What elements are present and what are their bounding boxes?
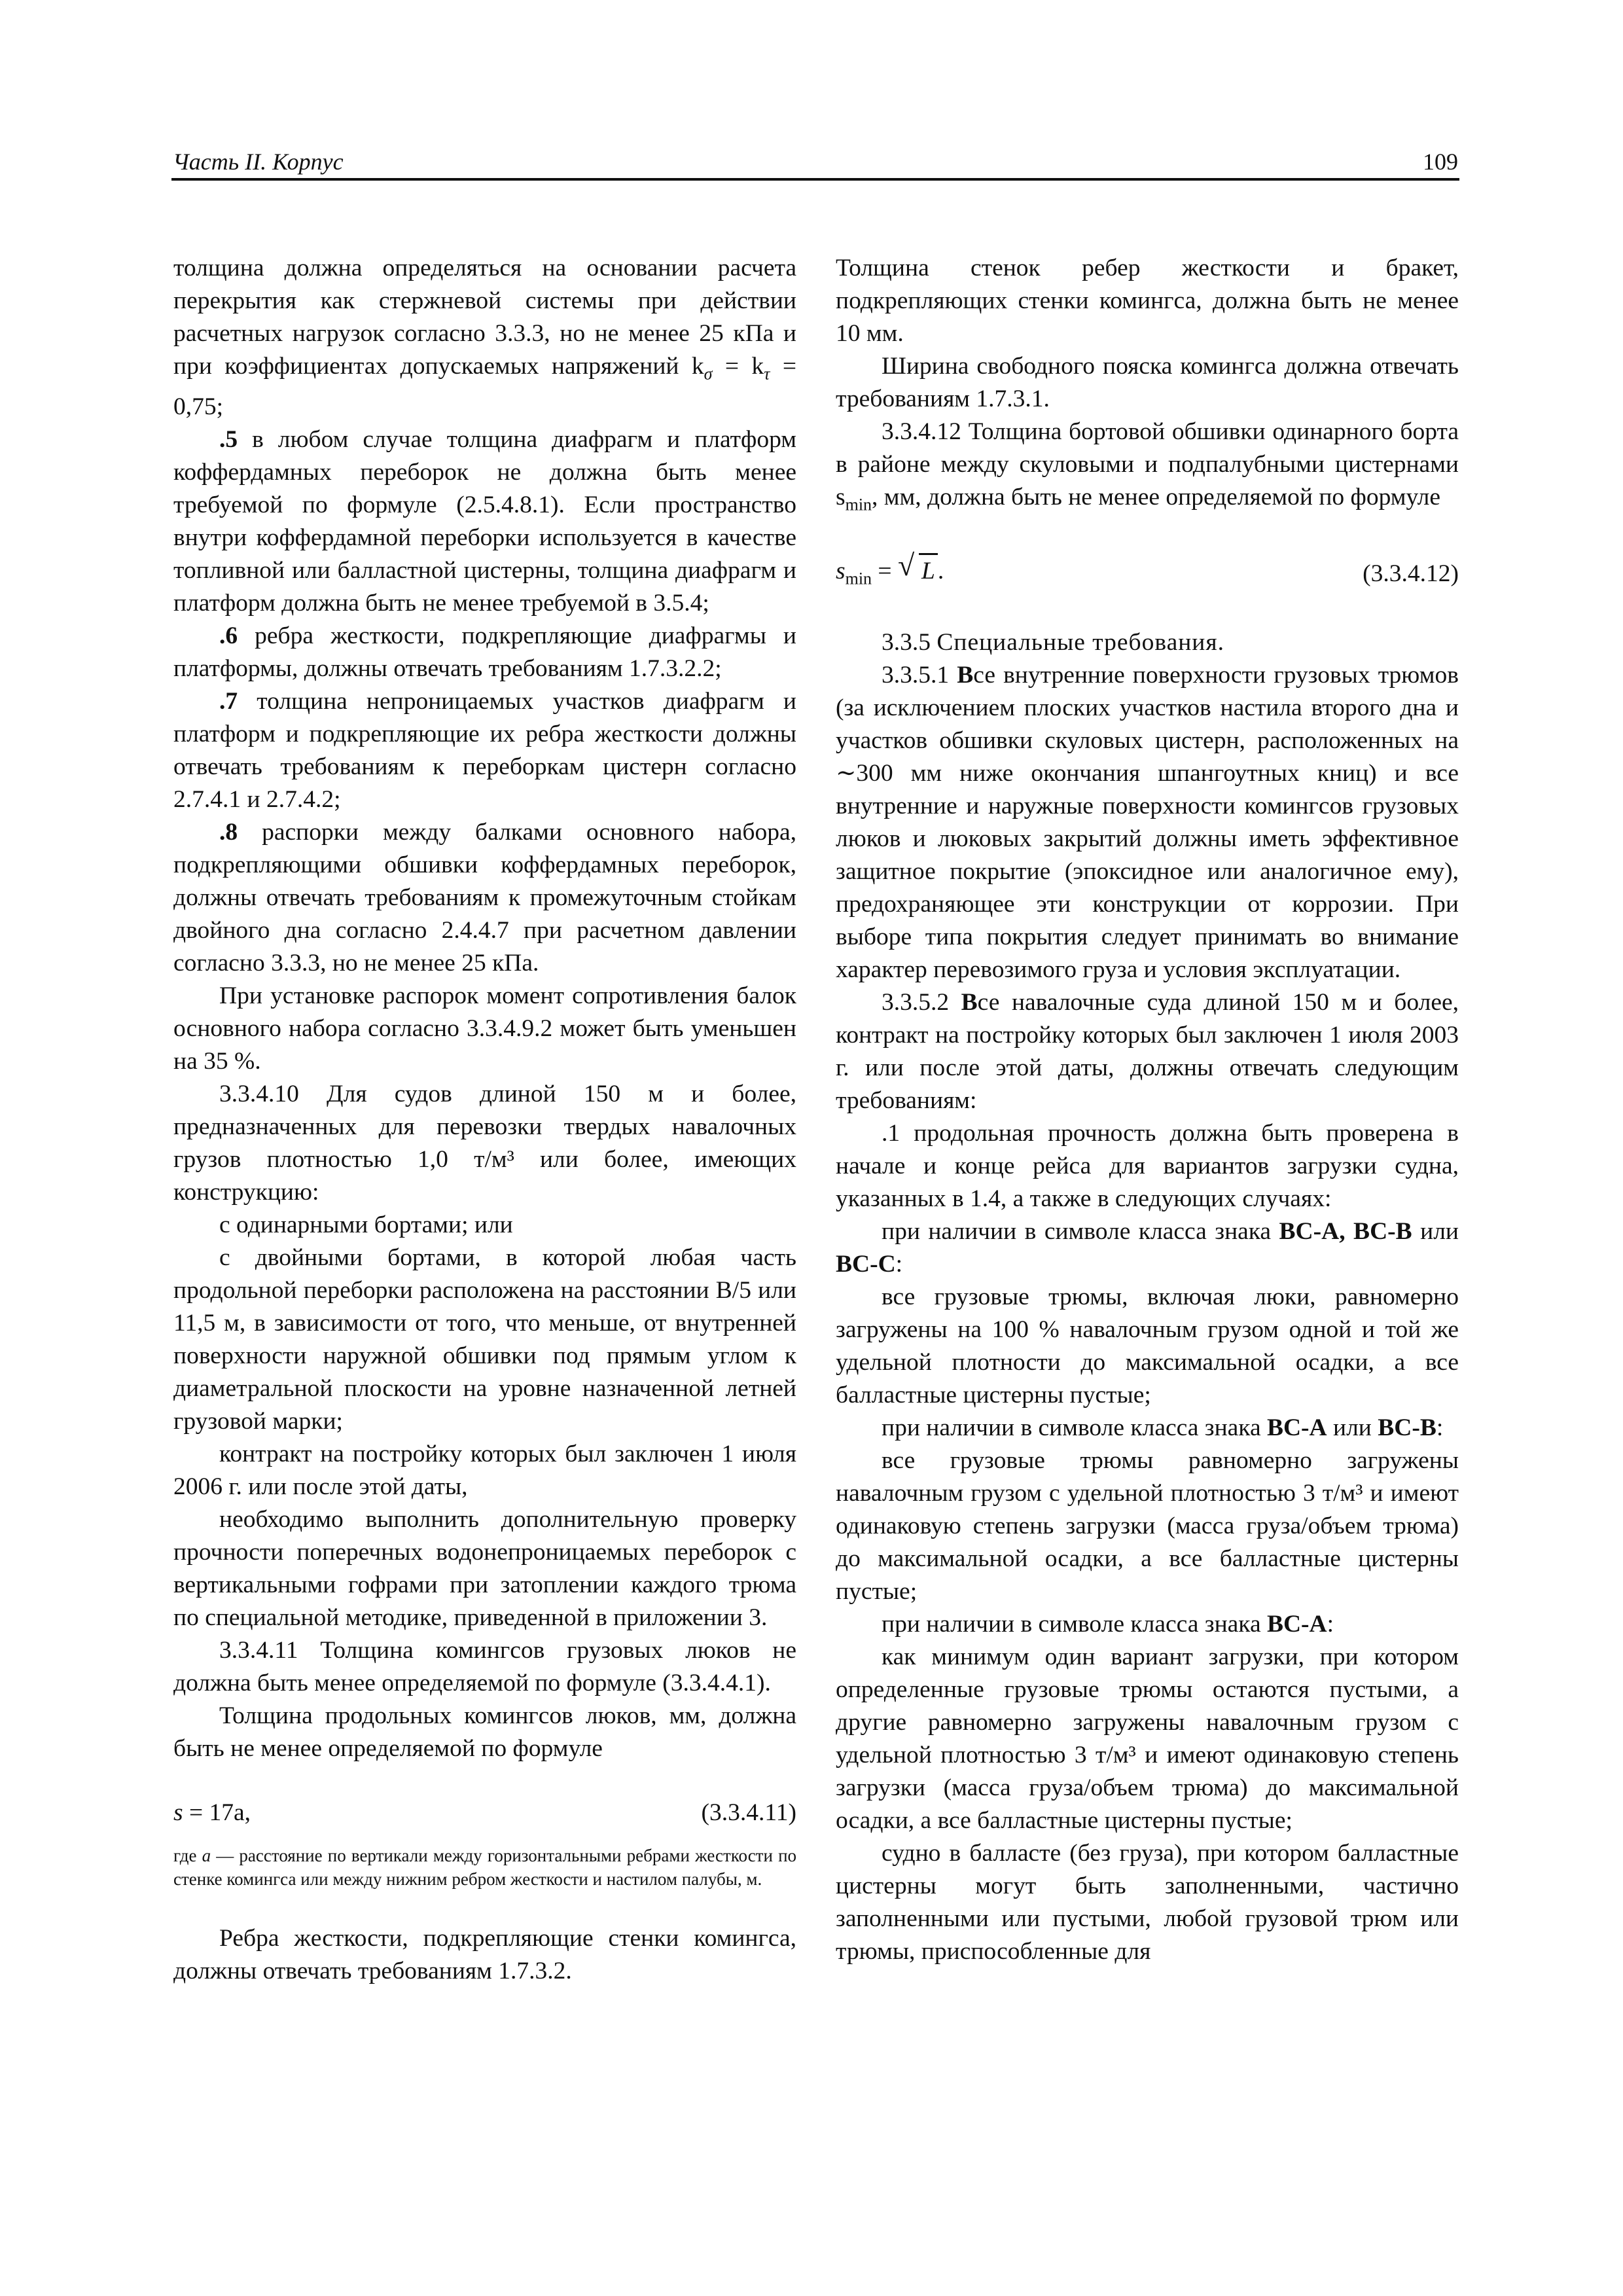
paragraph-longitudinal-coamings: Толщина продольных комингсов люков, мм, должна быть не менее определяемой по формуле [173, 1702, 796, 1762]
paragraph-web-thickness: Толщина стенок ребер жесткости и бракет, подкрепляющих стенки комингса, должна быть не менее 10 мм. [836, 255, 1459, 347]
paragraph-continuation: толщина должна определяться на основании расчета перекрытия как стержневой системы при действии расчетных нагрузок согласно 3.3.3, но не менее 25 кПа и при коэффициентах допускаемых напряжений $k_\sigma = k_\tau = 0,75$; [173, 255, 797, 420]
paragraph-struts: При установке распорок момент сопротивления балок основного набора согласно 3.3.4.9.2 может быть уменьшен на 35 %. [173, 982, 796, 1075]
left-column [173, 252, 796, 1988]
formula-expression: s = 17a, [173, 1799, 251, 1826]
page-number: 109 [1423, 149, 1458, 175]
formula-number: (3.3.4.12) [1363, 560, 1459, 587]
formula-number: (3.3.4.11) [701, 1799, 796, 1826]
sqrt-symbol: √ L [898, 553, 938, 588]
running-title: Часть II. Корпус [173, 149, 344, 175]
paragraph-density-3: все грузовые трюмы равномерно загружены навалочным грузом с удельной плотностью 3 т/м³ и имеют одинаковую степень загрузки (масса груза/объем трюма) до максимальной осадки, а все балластные цистерны пустые; [836, 1447, 1459, 1605]
clause-3-3-5-2: 3.3.5.2 Все навалочные суда длиной 150 м и более, контракт на постройку которых был заключен 1 июля 2003 г. или после этой даты, должны отвечать следующим требованиям: [836, 989, 1459, 1114]
paragraph-all-holds-100: все грузовые трюмы, включая люки, равномерно загружены на 100 % навалочным грузом одной и той же удельной плотности до максимальной осадки, а все балластные цистерны пустые; [836, 1283, 1459, 1408]
clause-3-3-4-11: 3.3.4.11 Толщина комингсов грузовых люков не должна быть менее определяемой по формуле (3.3.4.4.1). [173, 1636, 796, 1696]
paragraph-ballast-condition: судно в балласте (без груза), при котором балластные цистерны могут быть заполненными, частично заполненными или пустыми, любой грузовой трюм или трюмы, приспособленные для [836, 1840, 1459, 1965]
paragraph-double-sides: с двойными бортами, в которой любая часть продольной переборки расположена на расстоянии B/5 или 11,5 м, в зависимости от того, что меньше, от внутренней поверхности наружной обшивки под прямым углом к диаметральной плоскости на уровне назначенной летней грузовой марки; [173, 1244, 796, 1435]
paragraph-single-sides: с одинарными бортами; или [219, 1211, 513, 1238]
formula-3-3-4-12 [836, 548, 1459, 596]
clause-3-3-4-10: 3.3.4.10 Для судов длиной 150 м и более, предназначенных для перевозки твердых навалочных грузов плотностью 1,0 т/м³ или более, имеющих конструкцию: [173, 1080, 797, 1206]
list-item-8: .8 распорки между балками основного набора, подкрепляющими обшивки коффердамных переборок, должны отвечать требованиям к промежуточным стойкам двойного дна согласно 2.4.4.7 при расчетном давлении согласно 3.3.3, но не менее 25 кПа. [173, 818, 796, 977]
paragraph-flange-width: Ширина свободного пояска комингса должна отвечать требованиям 1.7.3.1. [836, 353, 1459, 412]
paragraph-contract-2006: контракт на постройку которых был заключен 1 июля 2006 г. или после этой даты, [173, 1440, 796, 1500]
case-bc-ab: при наличии в символе класса знака BC-A или BC-B: [882, 1414, 1444, 1441]
where-note: где a — расстояние по вертикали между горизонтальными ребрами жесткости по стенке комингса или между нижним ребром жесткости и настилом палубы, м. [173, 1845, 797, 1889]
formula-expression: $s_{min}$ = √ L . [836, 548, 944, 588]
section-3-3-5-heading: 3.3.5 Специальные требования. [882, 629, 1224, 656]
formula-3-3-4-11 [173, 1797, 796, 1829]
list-item-5: .5 в любом случае толщина диафрагм и платформ коффердамных переборок не должна быть менее требуемой по формуле (2.5.4.8.1). Если пространство внутри коффердамной переборки используется в качестве топливной или балластной цистерны, толщина диафрагм и платформ должна быть не менее требуемой в 3.5.4; [173, 425, 797, 617]
list-item-6: .6 ребра жесткости, подкрепляющие диафрагмы и платформы, должны отвечать требованиям 1.7.3.2.2; [173, 622, 796, 682]
list-item-1: .1 продольная прочность должна быть проверена в начале и конце рейса для вариантов загрузки судна, указанных в 1.4, а также в следующих случаях: [836, 1120, 1459, 1212]
running-header [171, 143, 1459, 181]
paragraph-coaming-stiffeners: Ребра жесткости, подкрепляющие стенки комингса, должны отвечать требованиям 1.7.3.2. [173, 1924, 796, 1984]
right-column [836, 252, 1459, 1968]
paragraph-additional-check: необходимо выполнить дополнительную проверку прочности поперечных водонепроницаемых переборок с вертикальными гофрами при затоплении каждого трюма по специальной методике, приведенной в приложении 3. [173, 1505, 796, 1631]
case-bc-abc: при наличии в символе класса знака BC-A, BC-B или BC-C: [836, 1218, 1459, 1278]
clause-3-3-4-12: 3.3.4.12 Толщина бортовой обшивки одинарного борта в районе между скуловыми и подпалубными цистернами $s_{min}$, мм, должна быть не менее определяемой по формуле [836, 418, 1459, 514]
clause-3-3-5-1: 3.3.5.1 Все внутренние поверхности грузовых трюмов (за исключением плоских участков настила второго дна и участков обшивки скуловых цистерн, расположенных на ∼300 мм ниже окончания шпангоутных книц) и все внутренние и наружные поверхности комингсов грузовых люков и люковых закрытий должны иметь эффективное защитное покрытие (эпоксидное или аналогичное ему), предохраняющее эти конструкции от коррозии. При выборе типа покрытия следует принимать во внимание характер перевозимого груза и условия эксплуатации. [836, 662, 1459, 983]
paragraph-alternate-holds: как минимум один вариант загрузки, при котором определенные грузовые трюмы остаются пустыми, а другие равномерно загружены навалочным грузом с удельной плотностью 3 т/м³ и имеют одинаковую степень загрузки (масса груза/объем трюма) до максимальной осадки, а все балластные цистерны пустые; [836, 1643, 1459, 1834]
list-item-7: .7 толщина непроницаемых участков диафрагм и платформ и подкрепляющие их ребра жесткости должны отвечать требованиям к переборкам цистерн согласно 2.7.4.1 и 2.7.4.2; [173, 687, 797, 813]
case-bc-a: при наличии в символе класса знака BC-A: [882, 1611, 1334, 1638]
